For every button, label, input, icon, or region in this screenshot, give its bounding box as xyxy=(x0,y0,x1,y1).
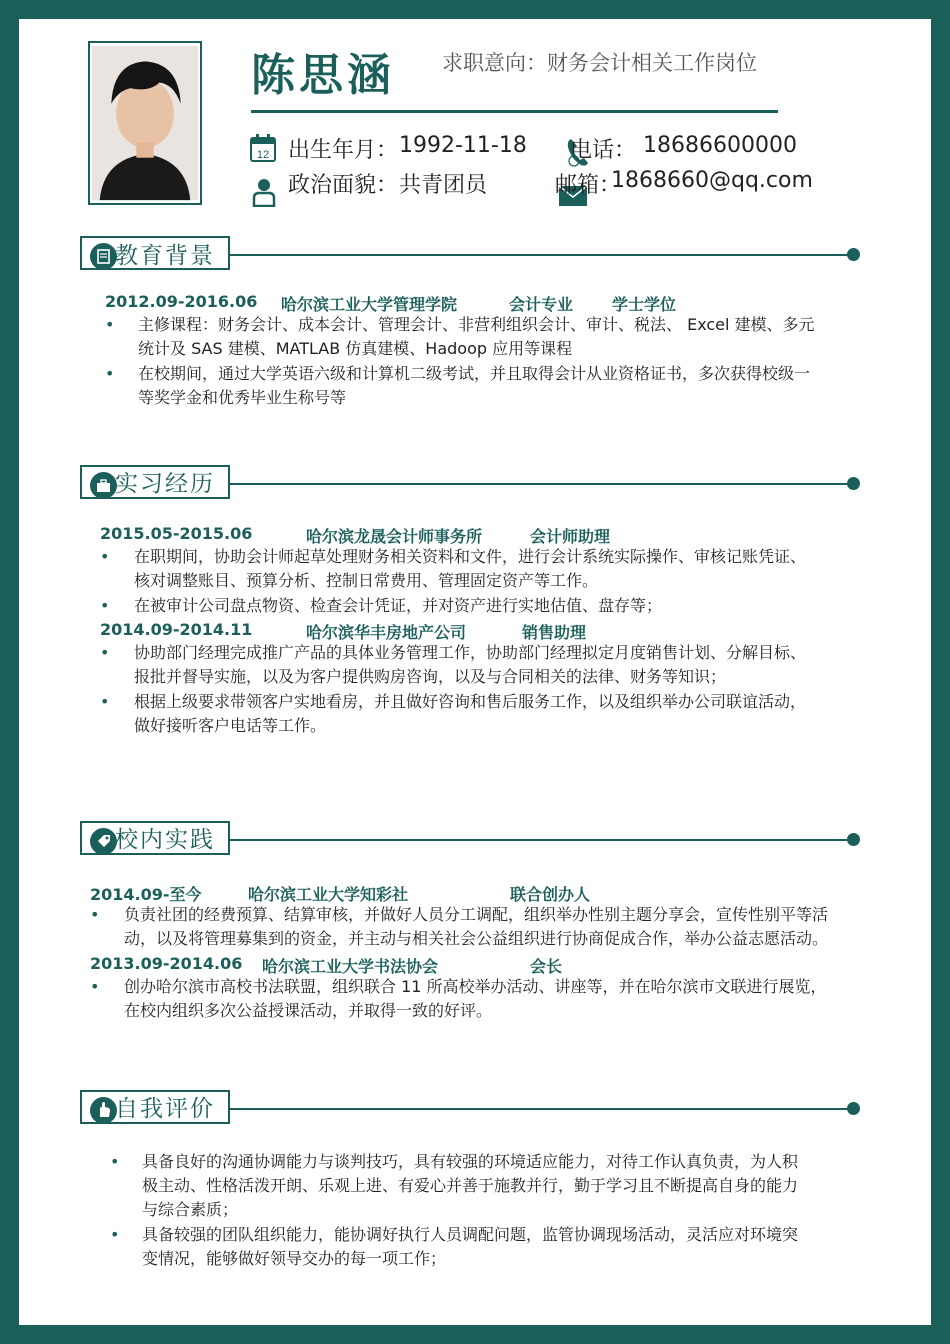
internship-role: 销售助理 xyxy=(522,623,587,642)
section-internship-dot xyxy=(847,477,860,490)
list-item: • 负责社团的经费预算、结算审核，并做好人员分工调配，组织举办性别主题分享会，宣传性别平等活 动，以及将管理募集到的资金，并主动与相关社会公益组织进行协商促成合作，举办公益志愿活动。 xyxy=(90,905,829,948)
section-internship-title: 实习经历 xyxy=(115,471,215,497)
list-item: • 在被审计公司盘点物资、检查会计凭证，并对资产进行实地估值、盘存等； xyxy=(100,596,663,615)
avatar xyxy=(92,45,198,201)
calendar-icon xyxy=(249,133,277,163)
list-item: • 在校期间，通过大学英语六级和计算机二级考试，并且取得会计从业资格证书，多次获得校级一 等奖学金和优秀毕业生称号等 xyxy=(105,364,811,407)
section-self-line xyxy=(230,1108,850,1110)
briefcase-icon xyxy=(90,472,117,499)
email-label: 邮箱： xyxy=(555,173,622,198)
section-campus-title: 校内实践 xyxy=(115,827,215,853)
education-major: 会计专业 xyxy=(509,295,574,314)
book-icon xyxy=(90,243,117,270)
section-campus-line xyxy=(230,839,850,841)
tag-icon xyxy=(90,828,117,855)
section-self-title: 自我评价 xyxy=(115,1096,215,1122)
internship-date: 2014.09-2014.11 xyxy=(100,620,253,639)
campus-role: 联合创办人 xyxy=(510,885,591,904)
internship-role: 会计师助理 xyxy=(530,527,611,546)
list-item: • 协助部门经理完成推广产品的具体业务管理工作，协助部门经理拟定月度销售计划、分解目标、 报批并督导实施，以及为客户提供购房咨询，以及与合同相关的法律、财务等知识； xyxy=(100,643,807,686)
education-school: 哈尔滨工业大学管理学院 xyxy=(281,295,458,314)
section-self-dot xyxy=(847,1102,860,1115)
candidate-name: 陈思涵 xyxy=(251,50,395,101)
campus-org: 哈尔滨工业大学书法协会 xyxy=(262,957,439,976)
phone-value: 18686600000 xyxy=(643,133,797,158)
internship-date: 2015.05-2015.06 xyxy=(100,524,253,543)
birth-value: 1992-11-18 xyxy=(399,133,527,158)
internship-org: 哈尔滨龙晟会计师事务所 xyxy=(306,527,483,546)
campus-date: 2014.09-至今 xyxy=(90,885,202,904)
job-objective: 求职意向：财务会计相关工作岗位 xyxy=(442,51,757,75)
list-item: • 具备较强的团队组织能力，能协调好执行人员调配问题，监管协调现场活动，灵活应对环境突 变情况，能够做好领导交办的每一项工作； xyxy=(110,1225,799,1268)
politics-value: 共青团员 xyxy=(399,173,488,198)
header-divider xyxy=(251,110,778,113)
campus-role: 会长 xyxy=(530,957,563,976)
resume-page xyxy=(19,19,931,1325)
section-education-dot xyxy=(847,248,860,261)
hand-icon xyxy=(90,1097,117,1124)
list-item: • 创办哈尔滨市高校书法联盟，组织联合 11 所高校举办活动、讲座等，并在哈尔滨市文联进行展览， 在校内组织多次公益授课活动，并取得一致的好评。 xyxy=(90,977,827,1020)
campus-date: 2013.09-2014.06 xyxy=(90,954,243,973)
section-internship-line xyxy=(230,483,850,485)
list-item: • 根据上级要求带领客户实地看房，并且做好咨询和售后服务工作，以及组织举办公司联谊活动， 做好接听客户电话等工作。 xyxy=(100,692,807,735)
email-value: 1868660@qq.com xyxy=(611,168,813,193)
section-campus-dot xyxy=(847,833,860,846)
birth-label: 出生年月： xyxy=(288,138,399,163)
section-education-line xyxy=(230,254,850,256)
list-item: • 在职期间，协助会计师起草处理财务相关资料和文件，进行会计系统实际操作、审核记账凭证、 核对调整账目、预算分析、控制日常费用、管理固定资产等工作。 xyxy=(100,547,807,590)
svg-text:12: 12 xyxy=(256,149,270,161)
internship-org: 哈尔滨华丰房地产公司 xyxy=(306,623,467,642)
campus-org: 哈尔滨工业大学知彩社 xyxy=(248,885,409,904)
profile-photo xyxy=(88,41,202,205)
section-education-title: 教育背景 xyxy=(115,243,215,269)
list-item: • 具备良好的沟通协调能力与谈判技巧，具有较强的环境适应能力，对待工作认真负责，为人积 极主动、性格活泼开朗、乐观上进、有爱心并善于施教并行，勤于学习且不断提高自身的能力 与综合素质； xyxy=(110,1152,799,1219)
politics-label: 政治面貌： xyxy=(288,173,399,198)
education-degree: 学士学位 xyxy=(612,295,677,314)
person-icon xyxy=(251,177,277,207)
education-date: 2012.09-2016.06 xyxy=(105,292,258,311)
phone-label: 电话： xyxy=(570,138,637,163)
list-item: • 主修课程：财务会计、成本会计、管理会计、非营利组织会计、审计、税法、 Excel 建模、多元 统计及 SAS 建模、MATLAB 仿真建模、Hadoop 应用等课程 xyxy=(105,315,815,358)
